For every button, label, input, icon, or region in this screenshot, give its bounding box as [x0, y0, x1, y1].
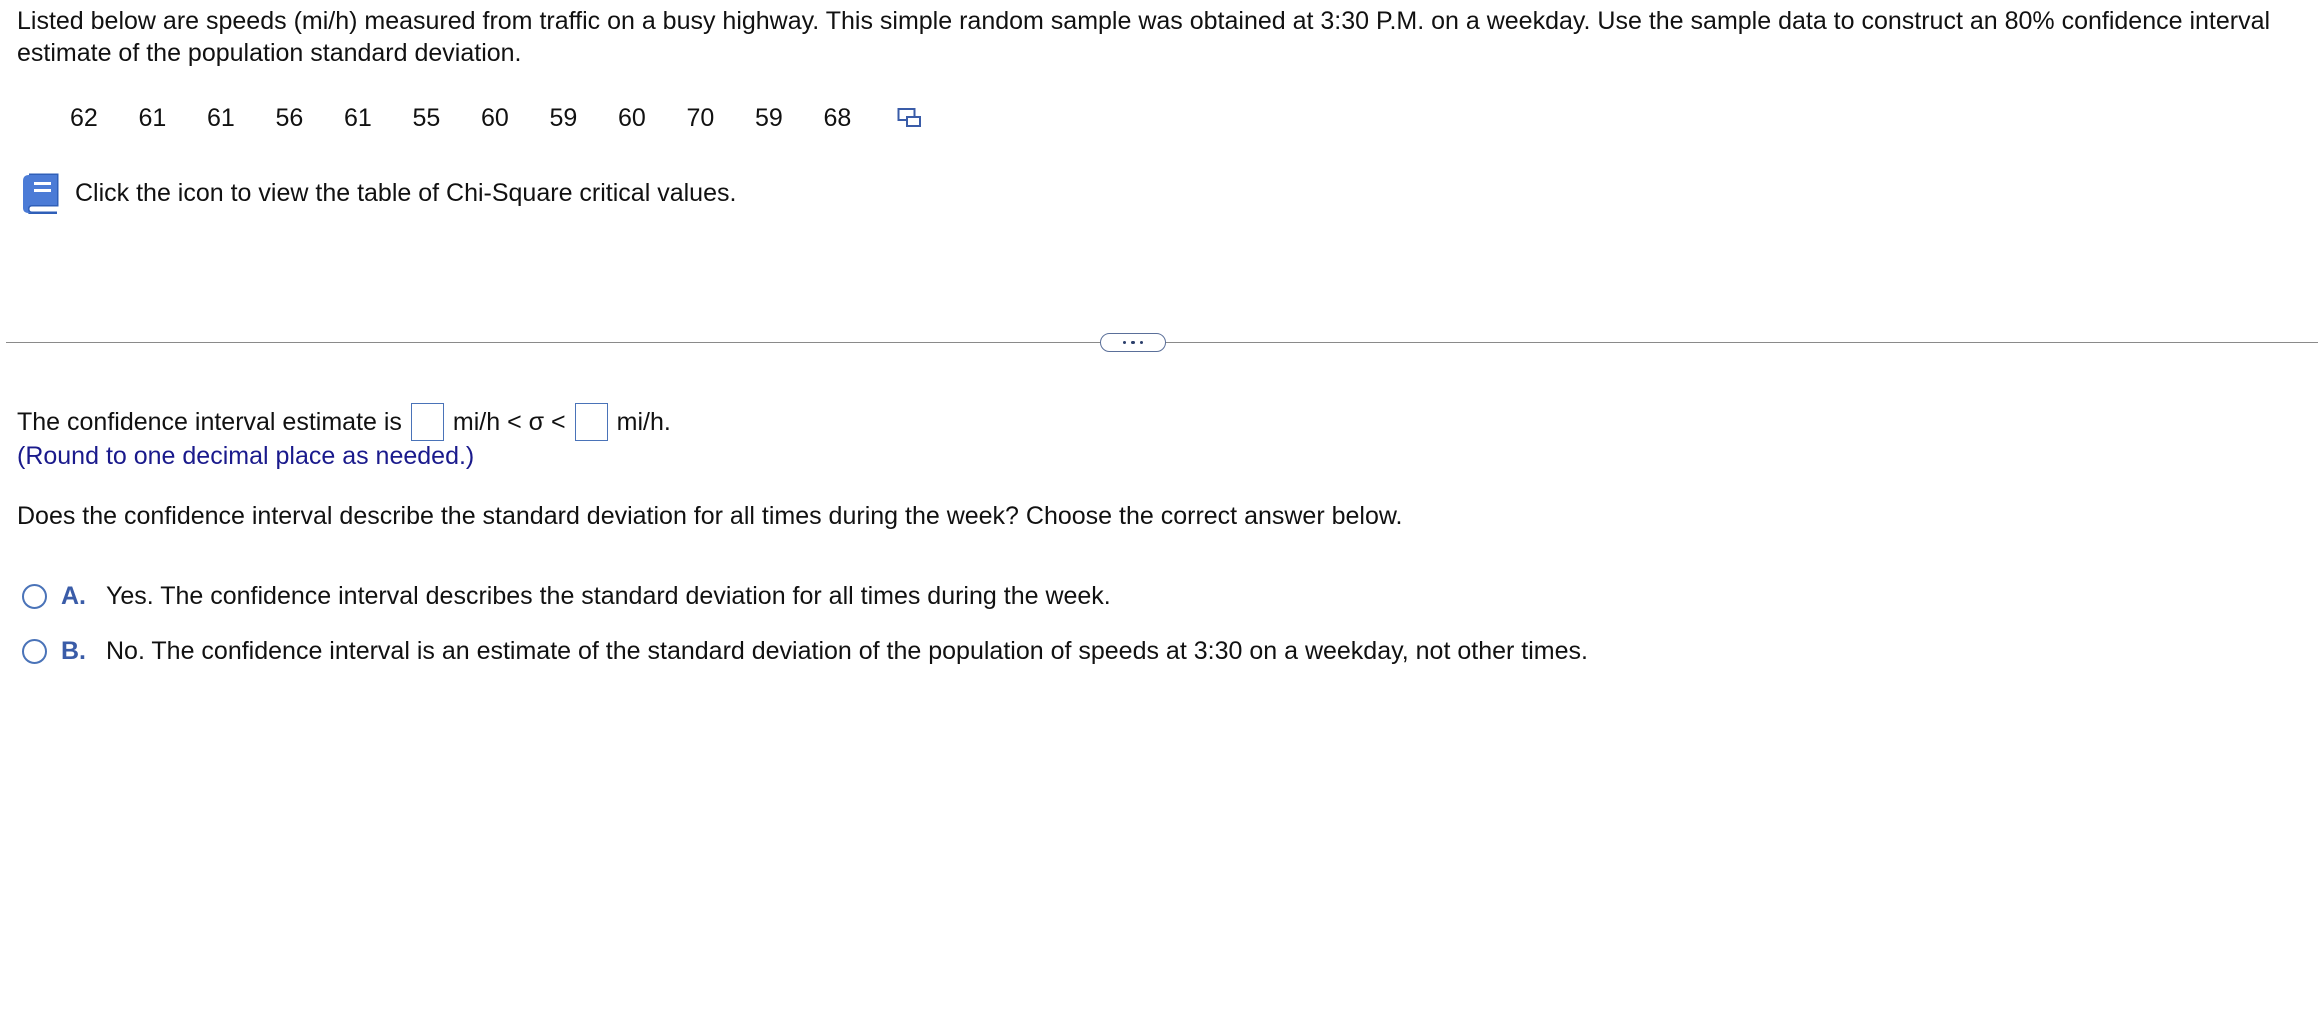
- expand-button[interactable]: [1100, 333, 1166, 352]
- reference-text: Click the icon to view the table of Chi-Square critical values.: [75, 178, 737, 207]
- data-value: 60: [481, 103, 509, 132]
- ellipsis-dot: [1131, 341, 1135, 345]
- ellipsis-dot: [1140, 341, 1144, 345]
- option-a[interactable]: [22, 579, 1111, 613]
- rounding-hint: (Round to one decimal place as needed.): [17, 442, 475, 470]
- problem-statement: Listed below are speeds (mi/h) measured from traffic on a busy highway. This simple random sample was obtained at 3:30 P.M. on a weekday. Use the sample data to construct an 80% confidence interval estimate of the population standard deviation.: [17, 7, 2271, 67]
- option-letter: A.: [61, 581, 86, 610]
- data-value: 59: [549, 103, 578, 132]
- book-icon[interactable]: [20, 172, 62, 214]
- option-letter: B.: [61, 636, 86, 665]
- option-text: Yes. The confidence interval describes the standard deviation for all times during the week.: [106, 581, 1111, 610]
- copy-data-icon[interactable]: [896, 104, 924, 132]
- data-value: 55: [412, 103, 441, 132]
- data-value: 68: [823, 103, 852, 132]
- data-value: 61: [138, 103, 167, 132]
- data-value: 70: [686, 103, 715, 132]
- data-value: 61: [207, 103, 235, 132]
- option-b[interactable]: [22, 634, 1588, 668]
- confidence-interval-answer: [17, 403, 671, 441]
- answer-suffix: mi/h.: [616, 407, 671, 436]
- data-value: 60: [618, 103, 646, 132]
- answer-middle: mi/h < σ <: [452, 407, 566, 436]
- data-value: 56: [275, 103, 304, 132]
- lower-bound-input[interactable]: [411, 403, 444, 441]
- data-value: 62: [70, 103, 98, 132]
- answer-prefix: The confidence interval estimate is: [17, 407, 402, 436]
- upper-bound-input[interactable]: [575, 403, 608, 441]
- ellipsis-dot: [1123, 341, 1127, 345]
- data-value: 59: [755, 103, 783, 132]
- data-values-row: [70, 101, 924, 135]
- question-text: Does the confidence interval describe the standard deviation for all times during the week? Choose the correct answer below.: [17, 502, 1403, 530]
- radio-button[interactable]: [22, 639, 47, 664]
- chi-square-reference: [20, 172, 736, 214]
- data-value: 61: [344, 103, 372, 132]
- radio-button[interactable]: [22, 584, 47, 609]
- option-text: No. The confidence interval is an estimate of the standard deviation of the population of speeds at 3:30 on a weekday, not other times.: [106, 636, 1588, 665]
